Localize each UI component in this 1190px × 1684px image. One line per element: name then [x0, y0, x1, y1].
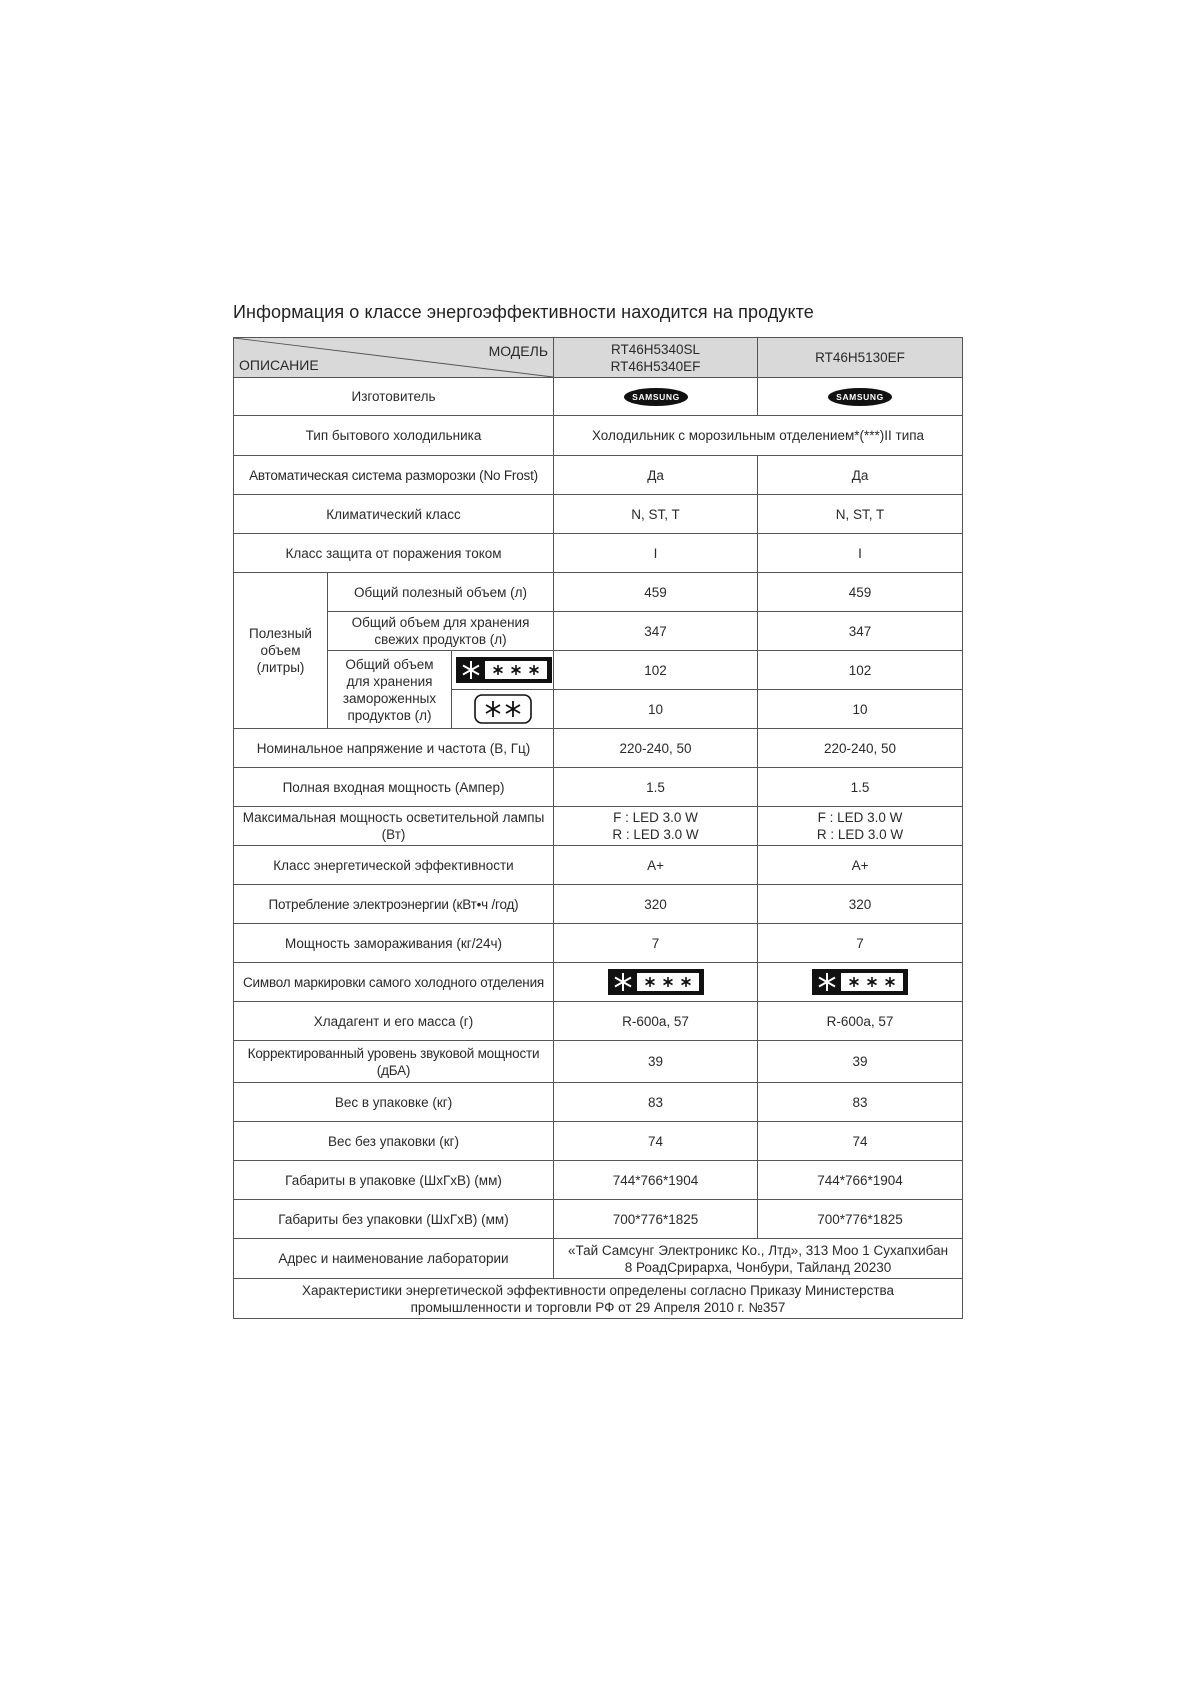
- frozen-label: [328, 651, 452, 729]
- header-diagonal-cell: [234, 338, 554, 378]
- row-lab: [234, 1239, 963, 1279]
- row-label: Потребление электроэнергии (кВт•ч /год): [234, 885, 554, 924]
- value-a: 700*776*1825: [554, 1200, 758, 1239]
- value-b: 10: [758, 690, 963, 729]
- label-line1: Общий объем для хранения: [351, 615, 530, 630]
- value-a: A+: [554, 846, 758, 885]
- coldest-symbol-b: [758, 963, 963, 1002]
- brand-text: SAMSUNG: [836, 391, 884, 402]
- value-b: 74: [758, 1122, 963, 1161]
- label-line2: (Вт): [381, 827, 406, 842]
- row-weight-pack: [234, 1083, 963, 1122]
- row-current: [234, 768, 963, 807]
- value-a: I: [554, 534, 758, 573]
- value-a: 102: [554, 651, 758, 690]
- footer-line2: промышленности и торговли РФ от 29 Апреля 2010 г. №357: [410, 1299, 786, 1315]
- row-protection: [234, 534, 963, 573]
- row-refrigerant: [234, 1002, 963, 1041]
- row-volume-fresh: [234, 612, 963, 651]
- samsung-logo-icon: [623, 387, 689, 407]
- value-b: [758, 807, 963, 846]
- value-b: 1.5: [758, 768, 963, 807]
- label-line1: Общий объем: [345, 656, 434, 672]
- value-a: 220-240, 50: [554, 729, 758, 768]
- value-line2: 8 РоадСрирарха, Чонбури, Тайланд 20230: [624, 1259, 892, 1275]
- row-coldest-symbol: [234, 963, 963, 1002]
- row-label: Вес в упаковке (кг): [234, 1083, 554, 1122]
- value-a: 320: [554, 885, 758, 924]
- value-b: 7: [758, 924, 963, 963]
- row-nofrost: [234, 456, 963, 495]
- type-value: Холодильник с морозильным отделением*(***)II типа: [554, 416, 963, 456]
- model-a-line1: RT46H5340SL: [610, 341, 701, 357]
- value-a: 10: [554, 690, 758, 729]
- row-label: Автоматическая система разморозки (No Frost): [234, 456, 554, 495]
- lab-value: [554, 1239, 963, 1279]
- value-a: 7: [554, 924, 758, 963]
- two-star-symbol-cell: [452, 690, 554, 729]
- spec-table: [233, 337, 963, 1319]
- row-label: Класс защита от поражения током: [234, 534, 554, 573]
- value-b: 220-240, 50: [758, 729, 963, 768]
- value-a: 347: [554, 612, 758, 651]
- row-label: Тип бытового холодильника: [234, 416, 554, 456]
- value-a: N, ST, T: [554, 495, 758, 534]
- row-label: Символ маркировки самого холодного отделения: [234, 963, 554, 1002]
- row-label: Мощность замораживания (кг/24ч): [234, 924, 554, 963]
- value-line1: «Тай Самсунг Электроникс Ко., Лтд», 313 Моо 1 Сухапхибан: [567, 1242, 949, 1258]
- row-label: Габариты в упаковке (ШхГхВ) (мм): [234, 1161, 554, 1200]
- four-star-symbol-cell: [452, 651, 554, 690]
- row-footer: [234, 1279, 963, 1319]
- label-line1: Корректированный уровень звуковой мощности: [247, 1045, 540, 1061]
- page-title: Информация о классе энергоэффективности находится на продукте: [233, 302, 814, 322]
- footer-note: [234, 1279, 963, 1319]
- two-star-freezer-icon: [474, 694, 532, 724]
- value-line2: R : LED 3.0 W: [816, 827, 904, 842]
- value-b: 459: [758, 573, 963, 612]
- label-line2: свежих продуктов (л): [374, 632, 507, 647]
- value-b: 39: [758, 1041, 963, 1083]
- row-label: Изготовитель: [234, 378, 554, 416]
- value-b: 744*766*1904: [758, 1161, 963, 1200]
- value-b: Да: [758, 456, 963, 495]
- label-line1: Максимальная мощность осветительной лампы: [242, 810, 545, 825]
- value-a: 459: [554, 573, 758, 612]
- samsung-logo-icon: [827, 387, 893, 407]
- value-a: [554, 807, 758, 846]
- value-a: 74: [554, 1122, 758, 1161]
- row-label: [234, 807, 554, 846]
- brand-text: SAMSUNG: [631, 391, 680, 402]
- samsung-logo-cell-b: [758, 378, 963, 416]
- row-voltage: [234, 729, 963, 768]
- row-type: [234, 416, 963, 456]
- value-b: 320: [758, 885, 963, 924]
- model-b-header: RT46H5130EF: [758, 338, 963, 378]
- value-b: 347: [758, 612, 963, 651]
- samsung-logo-cell-a: [554, 378, 758, 416]
- description-label: ОПИСАНИЕ: [239, 357, 319, 373]
- value-b: 102: [758, 651, 963, 690]
- value-line1: F : LED 3.0 W: [817, 810, 903, 825]
- row-label: Адрес и наименование лаборатории: [234, 1239, 554, 1279]
- value-a: 83: [554, 1083, 758, 1122]
- volume-group-label: [234, 573, 328, 729]
- row-label: Вес без упаковки (кг): [234, 1122, 554, 1161]
- value-line2: R : LED 3.0 W: [612, 827, 699, 842]
- header-row: [234, 338, 963, 378]
- row-label: Полная входная мощность (Ампер): [234, 768, 554, 807]
- row-label: Общий полезный объем (л): [328, 573, 554, 612]
- four-star-freezer-icon: [812, 969, 908, 995]
- label-line2: для хранения: [346, 673, 433, 689]
- row-lamp: [234, 807, 963, 846]
- four-star-freezer-icon: [456, 657, 552, 683]
- model-label: МОДЕЛЬ: [488, 343, 549, 359]
- row-noise: [234, 1041, 963, 1083]
- value-a: 744*766*1904: [554, 1161, 758, 1200]
- value-b: R-600a, 57: [758, 1002, 963, 1041]
- row-label: Класс энергетической эффективности: [234, 846, 554, 885]
- row-dims-net: [234, 1200, 963, 1239]
- value-b: A+: [758, 846, 963, 885]
- label-line3: замороженных: [342, 690, 437, 706]
- row-volume-frozen-four-star: [234, 651, 963, 690]
- value-b: I: [758, 534, 963, 573]
- four-star-freezer-icon: [608, 969, 704, 995]
- row-dims-pack: [234, 1161, 963, 1200]
- footer-line1: Характеристики энергетической эффективности определены согласно Приказу Министерства: [301, 1282, 895, 1298]
- label-line2: (дБА): [376, 1062, 411, 1078]
- row-label: Габариты без упаковки (ШхГхВ) (мм): [234, 1200, 554, 1239]
- row-label: [328, 612, 554, 651]
- volume-group-line1: Полезный: [249, 626, 312, 641]
- row-climate: [234, 495, 963, 534]
- value-line1: F : LED 3.0 W: [613, 810, 698, 825]
- value-a: 39: [554, 1041, 758, 1083]
- value-b: N, ST, T: [758, 495, 963, 534]
- row-freezing: [234, 924, 963, 963]
- row-energy-class: [234, 846, 963, 885]
- row-manufacturer: [234, 378, 963, 416]
- value-a: R-600a, 57: [554, 1002, 758, 1041]
- row-label: [234, 1041, 554, 1083]
- value-a: 1.5: [554, 768, 758, 807]
- volume-group-line3: (литры): [256, 660, 305, 675]
- value-b: 700*776*1825: [758, 1200, 963, 1239]
- value-a: Да: [554, 456, 758, 495]
- coldest-symbol-a: [554, 963, 758, 1002]
- row-label: Климатический класс: [234, 495, 554, 534]
- row-volume-total: [234, 573, 963, 612]
- row-weight-net: [234, 1122, 963, 1161]
- model-a-header: [554, 338, 758, 378]
- model-a-line2: RT46H5340EF: [610, 358, 701, 374]
- value-b: 83: [758, 1083, 963, 1122]
- row-label: Номинальное напряжение и частота (В, Гц): [234, 729, 554, 768]
- label-line4: продуктов (л): [347, 707, 432, 723]
- volume-group-line2: объем: [260, 643, 301, 658]
- row-label: Хладагент и его масса (г): [234, 1002, 554, 1041]
- row-consumption: [234, 885, 963, 924]
